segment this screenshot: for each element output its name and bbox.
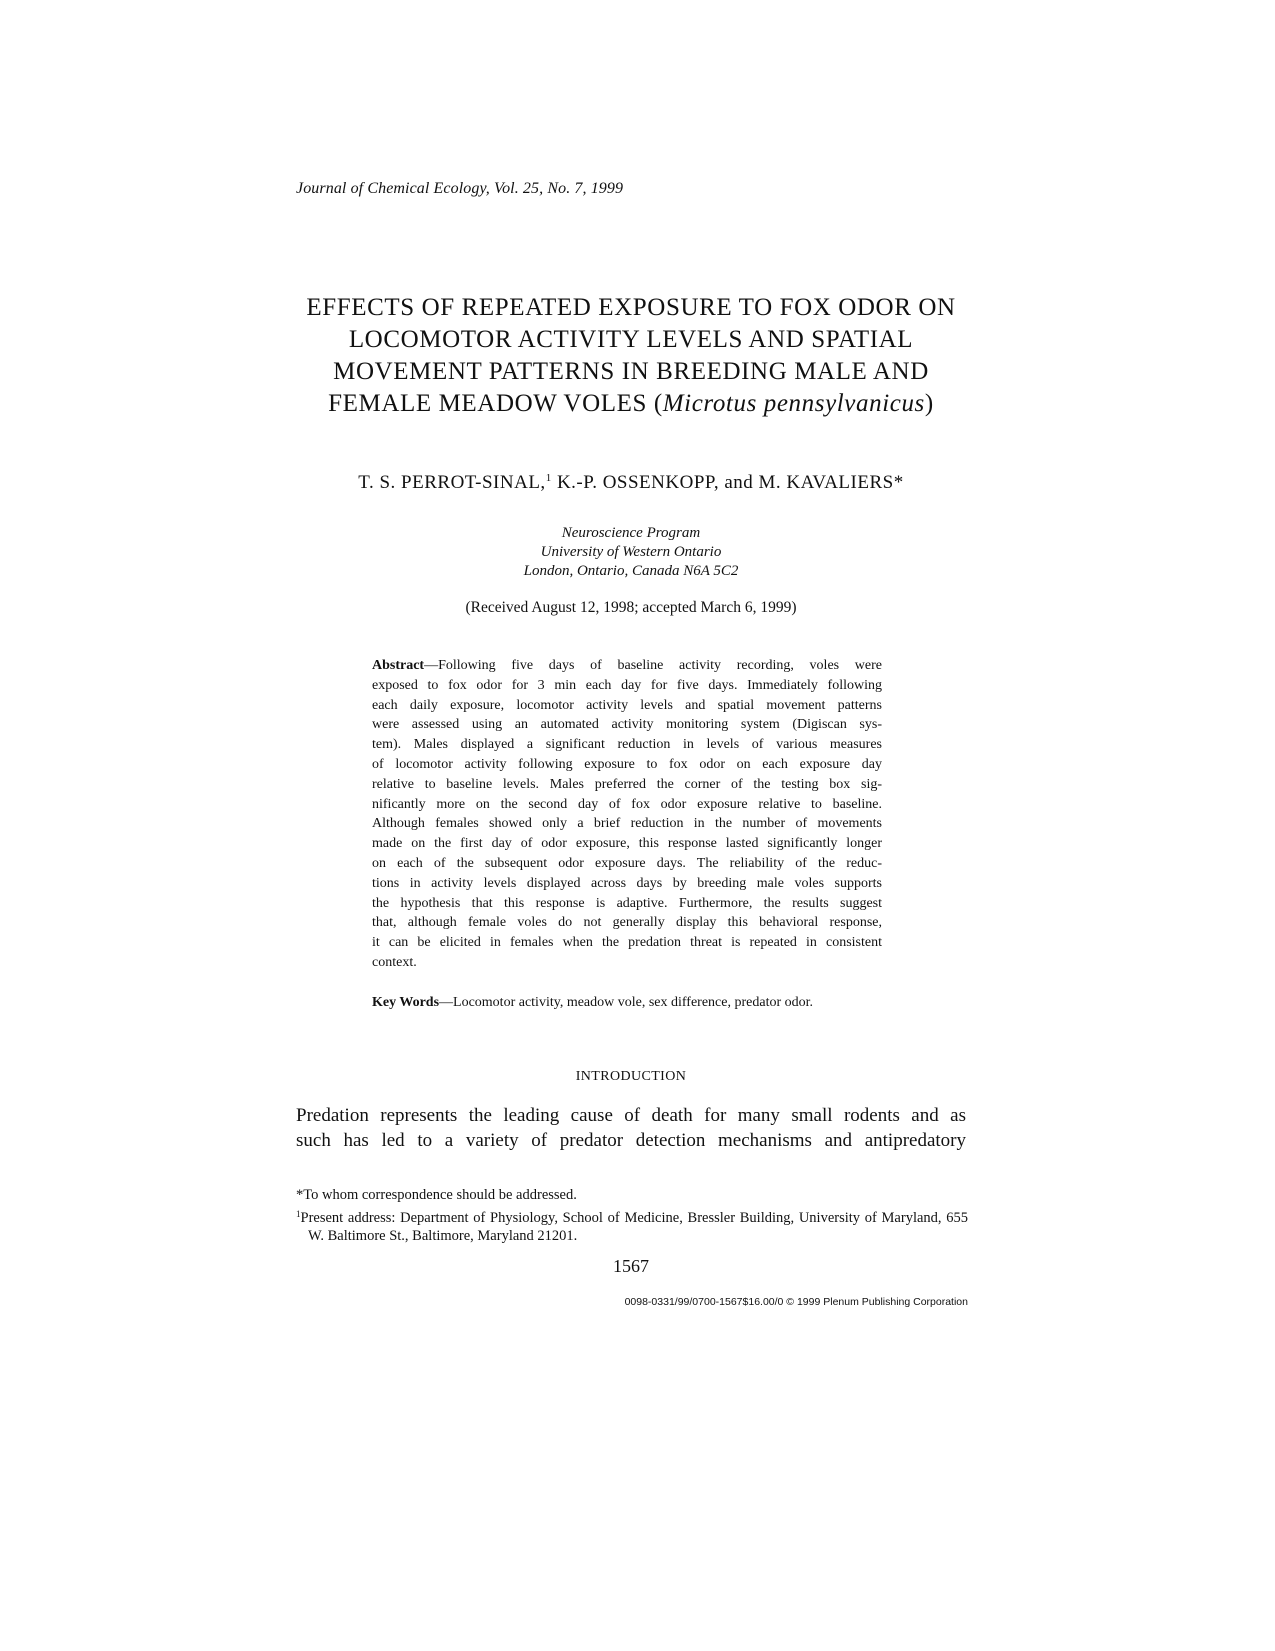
footnote-present-address xyxy=(296,1205,968,1246)
abstract-line: tem). Males displayed a significant reduction in levels of various measures xyxy=(372,737,882,753)
abstract-line: Although females showed only a brief reduction in the number of movements xyxy=(372,816,882,832)
article-title xyxy=(240,292,1022,420)
affiliation-location: London, Ontario, Canada N6A 5C2 xyxy=(523,563,739,579)
journal-citation: Journal of Chemical Ecology, Vol. 25, No. 7, 1999 xyxy=(296,180,624,197)
abstract-line: that, although female voles do not generally display this behavioral response, xyxy=(372,915,882,931)
title-line-4-prefix: FEMALE MEADOW VOLES ( xyxy=(328,390,663,417)
affiliation-university: University of Western Ontario xyxy=(540,544,722,560)
footnote-correspondence: *To whom correspondence should be addressed. xyxy=(296,1187,577,1203)
body-line: such has led to a variety of predator detection mechanisms and antipredatory xyxy=(296,1129,966,1151)
abstract-line: context. xyxy=(372,954,417,970)
title-line-4-suffix: ) xyxy=(924,390,934,417)
abstract-line: nificantly more on the second day of fox odor exposure relative to baseline. xyxy=(372,796,882,812)
abstract-line: each daily exposure, locomotor activity levels and spatial movement patterns xyxy=(372,697,882,713)
author-list xyxy=(240,472,1022,494)
title-line-1: EFFECTS OF REPEATED EXPOSURE TO FOX ODOR ON xyxy=(306,294,956,321)
affiliation xyxy=(240,524,1022,581)
introduction-body xyxy=(296,1104,966,1153)
abstract-line: exposed to fox odor for 3 min each day for five days. Immediately following xyxy=(372,677,882,693)
abstract-line: it can be elicited in females when the predation threat is repeated in consistent xyxy=(372,935,882,951)
key-words-label: Key Words xyxy=(372,995,440,1010)
abstract-line: tions in activity levels displayed across days by breeding male voles supports xyxy=(372,875,882,891)
abstract-label: Abstract xyxy=(372,658,425,673)
introduction-heading: INTRODUCTION xyxy=(575,1069,687,1084)
abstract-line: made on the first day of odor exposure, this response lasted significantly longer xyxy=(372,836,882,852)
other-authors: K.-P. OSSENKOPP, and M. KAVALIERS* xyxy=(551,472,904,493)
footnotes xyxy=(296,1186,968,1246)
title-line-4 xyxy=(240,388,1022,420)
author-1-footnote-mark: 1 xyxy=(545,472,552,484)
title-line-3: MOVEMENT PATTERNS IN BREEDING MALE AND xyxy=(333,358,929,385)
affiliation-program: Neuroscience Program xyxy=(561,525,701,541)
abstract-line xyxy=(372,656,882,676)
abstract-line: of locomotor activity following exposure to fox odor on each exposure day xyxy=(372,756,882,772)
abstract-line: on each of the subsequent odor exposure days. The reliability of the reduc- xyxy=(372,855,882,871)
body-line: Predation represents the leading cause of death for many small rodents and as xyxy=(296,1105,966,1126)
author-1: T. S. PERROT-SINAL, xyxy=(358,472,546,493)
copyright-line: 0098-0331/99/0700-1567$16.00/0 © 1999 Plenum Publishing Corporation xyxy=(624,1296,968,1308)
title-line-2: LOCOMOTOR ACTIVITY LEVELS AND SPATIAL xyxy=(348,326,914,353)
footnote-address-text: Present address: Department of Physiology, School of Medicine, Bressler Building, University of Maryland, 655 W. Baltimore St., Baltimore, Maryland 21201. xyxy=(300,1209,968,1244)
abstract-line: were assessed using an automated activity monitoring system (Digiscan sys- xyxy=(372,717,882,733)
key-words xyxy=(372,995,892,1011)
footnote-mark: 1 xyxy=(296,1208,301,1219)
species-name: Microtus pennsylvanicus xyxy=(662,390,925,417)
abstract-line: relative to baseline levels. Males preferred the corner of the testing box sig- xyxy=(372,776,882,792)
abstract-line-text: —Following five days of baseline activity recording, voles were xyxy=(424,658,882,673)
abstract xyxy=(372,656,882,973)
key-words-text: —Locomotor activity, meadow vole, sex difference, predator odor. xyxy=(439,995,814,1010)
received-dates: (Received August 12, 1998; accepted March 6, 1999) xyxy=(465,599,797,616)
abstract-line: the hypothesis that this response is adaptive. Furthermore, the results suggest xyxy=(372,895,882,911)
page-number: 1567 xyxy=(613,1256,649,1276)
